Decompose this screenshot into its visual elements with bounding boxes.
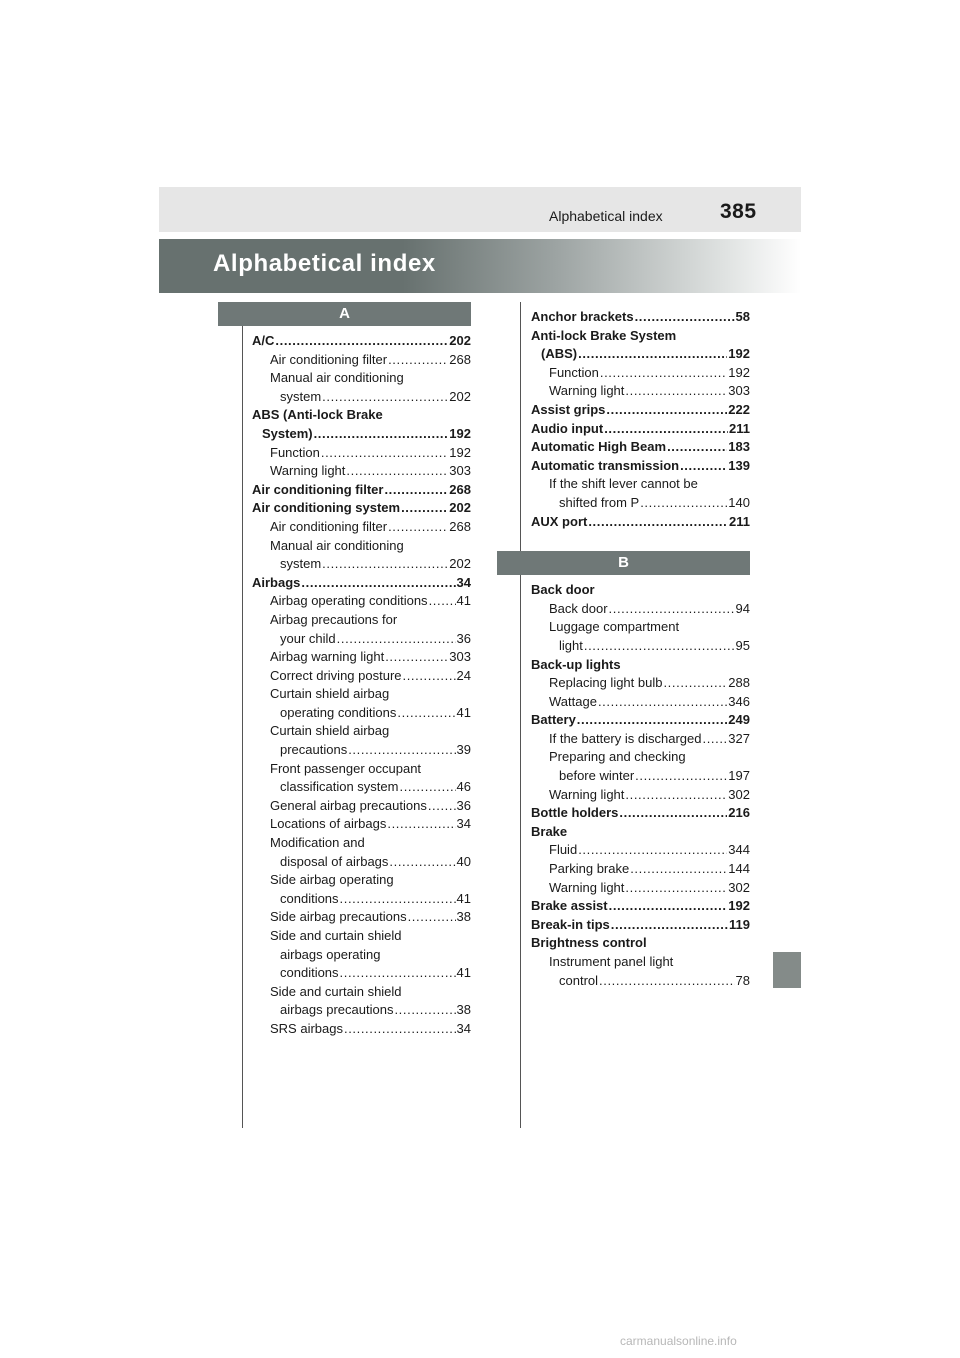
dot-leader — [667, 438, 727, 457]
index-subentry — [252, 722, 471, 741]
entry-text: Fluid — [549, 842, 578, 858]
page-reference: 192 — [728, 898, 750, 914]
index-subentry — [531, 494, 750, 513]
entry-text: AUX port — [531, 513, 588, 529]
dot-leader — [348, 741, 455, 760]
dot-leader — [385, 648, 448, 667]
page-reference: 216 — [728, 805, 750, 821]
page-reference: 202 — [449, 333, 471, 348]
dot-leader — [401, 499, 448, 518]
section-letter: B — [618, 554, 629, 572]
index-subentry — [252, 630, 471, 649]
running-header-title: Alphabetical index — [549, 208, 663, 224]
dot-leader — [387, 815, 455, 834]
dot-leader — [340, 964, 456, 983]
index-subentry — [252, 815, 471, 834]
entry-text: If the battery is discharged — [549, 730, 702, 746]
dot-leader — [600, 364, 727, 383]
index-subentry — [252, 462, 471, 481]
dot-leader — [429, 592, 456, 611]
index-entry — [252, 332, 471, 351]
index-subentry — [252, 592, 471, 611]
index-subentry — [252, 797, 471, 816]
index-entry — [531, 438, 750, 457]
index-entry — [531, 327, 750, 346]
entry-text: (ABS) — [541, 346, 578, 362]
entry-text: Anchor brackets — [531, 309, 634, 324]
entry-text: Manual air conditioning — [270, 370, 404, 386]
entry-text: Airbag operating conditions — [270, 593, 428, 609]
index-entry — [531, 308, 750, 327]
page-reference: 78 — [735, 972, 750, 988]
index-subentry — [252, 908, 471, 927]
index-subentry — [252, 890, 471, 909]
index-subentry — [252, 853, 471, 872]
entry-text: If the shift lever cannot be — [549, 476, 698, 492]
index-subentry — [531, 364, 750, 383]
page-title: Alphabetical index — [213, 250, 436, 277]
page-reference: 288 — [728, 675, 750, 691]
entry-text: Audio input — [531, 420, 604, 436]
entry-text: Airbags — [252, 574, 301, 590]
page-reference: 38 — [456, 909, 471, 925]
entry-text: disposal of airbags — [280, 853, 389, 869]
dot-leader — [399, 778, 455, 797]
index-entry — [531, 804, 750, 823]
page-reference: 327 — [728, 730, 750, 746]
entry-text: classification system — [280, 779, 399, 795]
dot-leader — [388, 518, 448, 537]
page-reference: 46 — [456, 779, 471, 795]
index-entry — [531, 934, 750, 953]
page-reference: 211 — [729, 513, 750, 529]
dot-leader — [403, 667, 456, 686]
page-reference: 139 — [728, 457, 750, 473]
entry-text: Modification and — [270, 835, 365, 851]
dot-leader — [625, 879, 727, 898]
dot-leader — [635, 308, 735, 327]
index-subentry — [252, 518, 471, 537]
index-subentry — [531, 693, 750, 712]
entry-text: ABS (Anti-lock Brake — [252, 407, 383, 423]
index-subentry — [531, 953, 750, 972]
index-subentry — [252, 611, 471, 630]
entry-text: Brake assist — [531, 898, 608, 914]
index-subentry — [252, 834, 471, 853]
page-reference: 249 — [728, 712, 750, 728]
page-reference: 344 — [728, 842, 750, 858]
page-reference: 197 — [728, 768, 750, 784]
index-entry — [531, 345, 750, 364]
page-reference: 222 — [728, 401, 750, 417]
entry-text: General airbag precautions — [270, 797, 427, 813]
index-entry — [531, 897, 750, 916]
dot-leader — [630, 860, 727, 879]
entry-text: system — [280, 388, 322, 404]
index-subentry — [252, 946, 471, 965]
entry-text: Side and curtain shield — [270, 983, 402, 999]
index-subentry — [252, 388, 471, 407]
entry-text: Air conditioning filter — [252, 481, 384, 497]
index-subentry — [531, 972, 750, 991]
page-reference: 268 — [449, 518, 471, 534]
index-subentry — [531, 841, 750, 860]
header-bar — [159, 187, 801, 232]
dot-leader — [322, 388, 448, 407]
index-subentry — [531, 786, 750, 805]
dot-leader — [609, 600, 735, 619]
index-subentry — [252, 537, 471, 556]
index-entry — [531, 916, 750, 935]
page-reference: 346 — [728, 693, 750, 709]
dot-leader — [680, 457, 727, 476]
index-subentry — [252, 927, 471, 946]
entry-text: light — [559, 637, 583, 653]
entry-text: Bottle holders — [531, 805, 619, 821]
page-reference: 41 — [456, 965, 471, 981]
entry-text: control — [559, 972, 599, 988]
entry-text: Air conditioning filter — [270, 351, 388, 367]
index-subentry — [252, 555, 471, 574]
section-header-a — [218, 302, 471, 326]
index-subentry — [531, 637, 750, 656]
index-subentry — [252, 351, 471, 370]
entry-text: Instrument panel light — [549, 954, 674, 969]
entry-text: Airbag warning light — [270, 649, 385, 665]
page-reference: 24 — [456, 667, 471, 683]
index-subentry — [252, 741, 471, 760]
entry-text: Assist grips — [531, 401, 606, 417]
entry-text: System) — [262, 425, 313, 441]
entry-text: airbags precautions — [280, 1002, 394, 1018]
index-entry — [531, 823, 750, 842]
entry-text: Side airbag operating — [270, 872, 394, 888]
dot-leader — [625, 786, 727, 805]
index-subentry — [252, 1020, 471, 1039]
dot-leader — [388, 351, 448, 370]
entry-text: Side and curtain shield — [270, 928, 402, 943]
page-reference: 119 — [729, 916, 750, 932]
entry-text: Warning light — [549, 786, 625, 802]
dot-leader — [428, 797, 456, 816]
dot-leader — [598, 693, 727, 712]
index-subentry — [252, 1001, 471, 1020]
index-subentry — [252, 871, 471, 890]
entry-text: Correct driving posture — [270, 667, 402, 683]
entry-text: Preparing and checking — [549, 749, 686, 765]
dot-leader — [640, 494, 727, 513]
page-reference: 192 — [728, 364, 750, 380]
entry-text: Anti-lock Brake System — [531, 327, 677, 343]
middle-column-rule — [520, 302, 521, 1128]
page-reference: 211 — [729, 420, 750, 436]
dot-leader — [635, 767, 727, 786]
entry-text: Warning light — [549, 879, 625, 895]
page-reference: 34 — [456, 574, 471, 590]
entry-text: Luggage compartment — [549, 619, 680, 635]
page-reference: 140 — [728, 494, 750, 510]
index-entry — [252, 574, 471, 593]
index-subentry — [252, 983, 471, 1002]
entry-text: Brake — [531, 823, 568, 839]
index-subentry — [531, 730, 750, 749]
index-entry — [531, 457, 750, 476]
entry-text: Battery — [531, 712, 576, 728]
dot-leader — [588, 513, 728, 532]
entry-text: operating conditions — [280, 704, 397, 720]
dot-leader — [384, 481, 448, 500]
index-entry — [252, 481, 471, 500]
dot-leader — [314, 425, 449, 444]
index-entry — [252, 425, 471, 444]
dot-leader — [609, 897, 728, 916]
watermark: carmanualsonline.info — [620, 1334, 737, 1348]
index-subentry — [531, 879, 750, 898]
dot-leader — [301, 574, 455, 593]
right-entry-list-b — [531, 581, 750, 990]
right-entry-list-a — [531, 308, 750, 531]
page-reference: 303 — [728, 383, 750, 399]
index-subentry — [252, 704, 471, 723]
entry-text: Curtain shield airbag — [270, 686, 390, 702]
page-reference: 36 — [456, 797, 471, 813]
dot-leader — [397, 704, 455, 723]
index-entry — [531, 656, 750, 675]
entry-text: before winter — [559, 768, 635, 784]
dot-leader — [394, 1001, 455, 1020]
page-reference: 303 — [449, 649, 471, 665]
entry-text: precautions — [280, 742, 348, 758]
page-reference: 192 — [449, 444, 471, 460]
dot-leader — [663, 674, 727, 693]
entry-text: Back-up lights — [531, 656, 621, 672]
entry-text: Airbag precautions for — [270, 611, 398, 627]
right-index-column — [531, 308, 750, 990]
entry-text: conditions — [280, 890, 339, 906]
index-entry — [531, 581, 750, 600]
entry-text: Function — [549, 364, 599, 380]
dot-leader — [322, 555, 448, 574]
dot-leader — [337, 630, 456, 649]
page-reference: 40 — [456, 853, 471, 869]
index-subentry — [252, 667, 471, 686]
dot-leader — [408, 908, 456, 927]
entry-text: Curtain shield airbag — [270, 723, 390, 739]
page-number: 385 — [720, 200, 757, 223]
left-index-column — [252, 302, 471, 1039]
section-letter: A — [339, 305, 350, 322]
entry-text: Warning light — [549, 383, 625, 399]
index-subentry — [531, 767, 750, 786]
dot-leader — [340, 890, 456, 909]
index-entry — [531, 401, 750, 420]
entry-text: Back door — [549, 600, 608, 616]
page-reference: 94 — [735, 600, 750, 616]
page-reference: 36 — [456, 630, 471, 646]
page-reference: 39 — [456, 742, 471, 758]
page-reference: 303 — [449, 463, 471, 479]
page-reference: 38 — [456, 1002, 471, 1018]
page-reference: 58 — [735, 309, 750, 324]
page-reference: 192 — [728, 346, 750, 362]
index-subentry — [531, 382, 750, 401]
entry-text: Manual air conditioning — [270, 537, 404, 553]
entry-text: A/C — [252, 333, 275, 348]
page-reference: 144 — [728, 861, 750, 877]
entry-text: Parking brake — [549, 861, 630, 877]
page-reference: 41 — [456, 593, 471, 609]
dot-leader — [584, 637, 735, 656]
page-reference: 202 — [449, 500, 471, 516]
page-reference: 34 — [456, 1020, 471, 1036]
page-reference: 41 — [456, 890, 471, 906]
dot-leader — [578, 345, 727, 364]
chapter-side-tab — [773, 952, 801, 988]
dot-leader — [578, 841, 727, 860]
entry-text: Automatic transmission — [531, 457, 680, 473]
dot-leader — [604, 420, 728, 439]
index-entry — [531, 420, 750, 439]
page-reference: 202 — [449, 388, 471, 404]
entry-text: Break-in tips — [531, 916, 610, 932]
dot-leader — [619, 804, 727, 823]
entry-text: Automatic High Beam — [531, 439, 667, 455]
dot-leader — [577, 711, 728, 730]
dot-leader — [606, 401, 727, 420]
entry-text: Air conditioning system — [252, 500, 401, 516]
left-entry-list — [252, 332, 471, 1039]
entry-text: Warning light — [270, 463, 346, 479]
entry-text: Brightness control — [531, 935, 647, 951]
index-entry — [531, 513, 750, 532]
dot-leader — [599, 972, 735, 991]
entry-text: Front passenger occupant — [270, 760, 422, 776]
dot-leader — [346, 462, 448, 481]
entry-text: conditions — [280, 965, 339, 981]
index-subentry — [252, 685, 471, 704]
index-entry — [252, 499, 471, 518]
index-subentry — [531, 475, 750, 494]
index-subentry — [531, 748, 750, 767]
page-reference: 302 — [728, 879, 750, 895]
page-reference: 95 — [735, 637, 750, 653]
entry-text: airbags operating — [280, 946, 381, 962]
entry-text: Function — [270, 444, 320, 460]
index-entry — [252, 406, 471, 425]
entry-text: shifted from P — [559, 494, 640, 510]
page-reference: 268 — [449, 481, 471, 497]
dot-leader — [344, 1020, 456, 1039]
entry-text: Back door — [531, 582, 595, 598]
dot-leader — [275, 332, 448, 351]
page-reference: 268 — [449, 351, 471, 367]
page-reference: 302 — [728, 786, 750, 802]
left-column-rule — [242, 302, 243, 1128]
index-subentry — [531, 600, 750, 619]
index-entry — [531, 711, 750, 730]
dot-leader — [611, 916, 728, 935]
index-subentry — [531, 674, 750, 693]
entry-text: Air conditioning filter — [270, 518, 388, 534]
index-subentry — [252, 648, 471, 667]
index-subentry — [252, 444, 471, 463]
entry-text: SRS airbags — [270, 1020, 343, 1036]
dot-leader — [625, 382, 727, 401]
index-subentry — [252, 778, 471, 797]
page-reference: 183 — [728, 439, 750, 455]
index-subentry — [531, 618, 750, 637]
index-subentry — [252, 964, 471, 983]
dot-leader — [389, 853, 455, 872]
entry-text: Replacing light bulb — [549, 675, 663, 691]
page-reference: 34 — [456, 816, 471, 832]
entry-text: system — [280, 556, 322, 572]
section-header-b — [497, 551, 750, 575]
page-reference: 192 — [449, 425, 471, 441]
index-subentry — [252, 369, 471, 388]
page-reference: 202 — [449, 556, 471, 572]
entry-text: Side airbag precautions — [270, 909, 407, 925]
entry-text: Wattage — [549, 693, 597, 709]
dot-leader — [702, 730, 727, 749]
entry-text: your child — [280, 630, 336, 646]
index-subentry — [252, 760, 471, 779]
page-reference: 41 — [456, 704, 471, 720]
entry-text: Locations of airbags — [270, 816, 387, 832]
dot-leader — [321, 444, 448, 463]
index-subentry — [531, 860, 750, 879]
